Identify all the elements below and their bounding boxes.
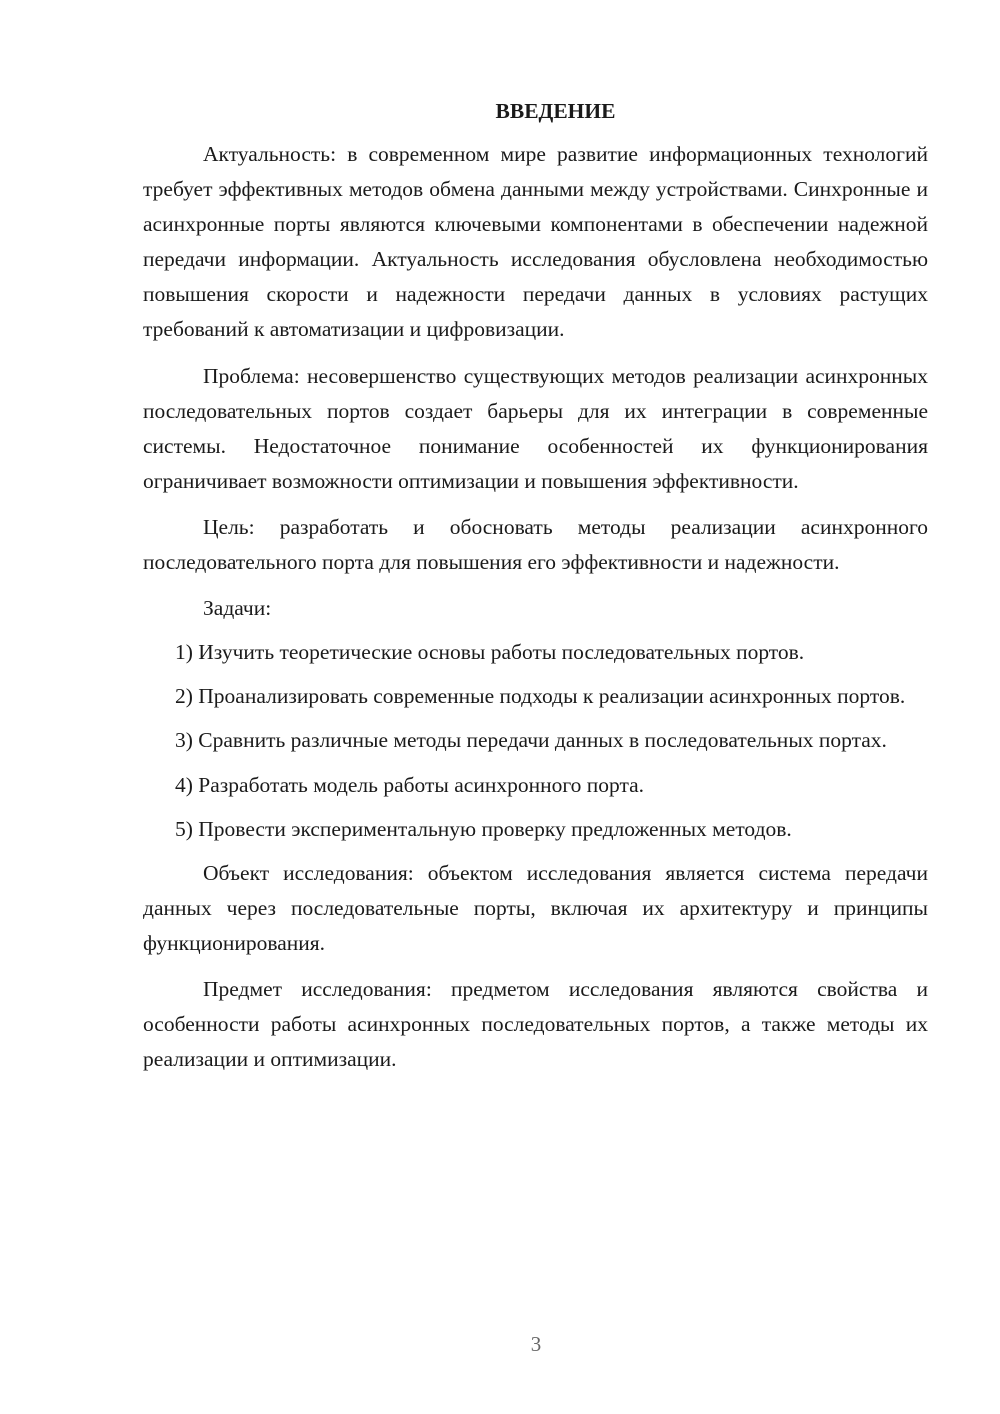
page-title: ВВЕДЕНИЕ	[495, 99, 616, 123]
task-item-3: 3) Сравнить различные методы передачи данных в последовательных портах.	[175, 728, 887, 753]
task-item-1: 1) Изучить теоретические основы работы последовательных портов.	[175, 640, 805, 665]
paragraph-relevance: Актуальность: в современном мире развитие информационных технологий требует эффективных методов обмена данными между устройствами. Синхронные и асинхронные порты являются ключевыми компонентами в обеспечении надежной передачи информации. Актуальность исследования обусловлена необходимостью повышения скорости и надежности передачи данных в условиях растущих требований к автоматизации и цифровизации.	[143, 142, 928, 342]
task-item-2: 2) Проанализировать современные подходы к реализации асинхронных портов.	[175, 684, 906, 709]
task-item-4: 4) Разработать модель работы асинхронного порта.	[175, 772, 645, 797]
paragraph-problem: Проблема: несовершенство существующих методов реализации асинхронных последовательных портов создает барьеры для их интеграции в современные системы. Недостаточное понимание особенностей их функционирования ограничивает возможности оптимизации и повышения эффективности.	[143, 363, 928, 493]
task-item-5: 5) Провести экспериментальную проверку предложенных методов.	[175, 816, 792, 841]
paragraph-goal: Цель: разработать и обосновать методы реализации асинхронного последовательного порта для повышения его эффективности и надежности.	[143, 514, 928, 575]
page-number: 3	[530, 1332, 542, 1356]
document-page	[143, 96, 928, 1088]
tasks-list	[143, 635, 928, 846]
paragraph-object: Объект исследования: объектом исследования является система передачи данных через последовательные порты, включая их архитектуру и принципы функционирования.	[143, 860, 928, 955]
tasks-label: Задачи:	[203, 596, 272, 621]
paragraph-subject: Предмет исследования: предметом исследования являются свойства и особенности работы асинхронных последовательных портов, а также методы их реализации и оптимизации.	[143, 976, 928, 1072]
